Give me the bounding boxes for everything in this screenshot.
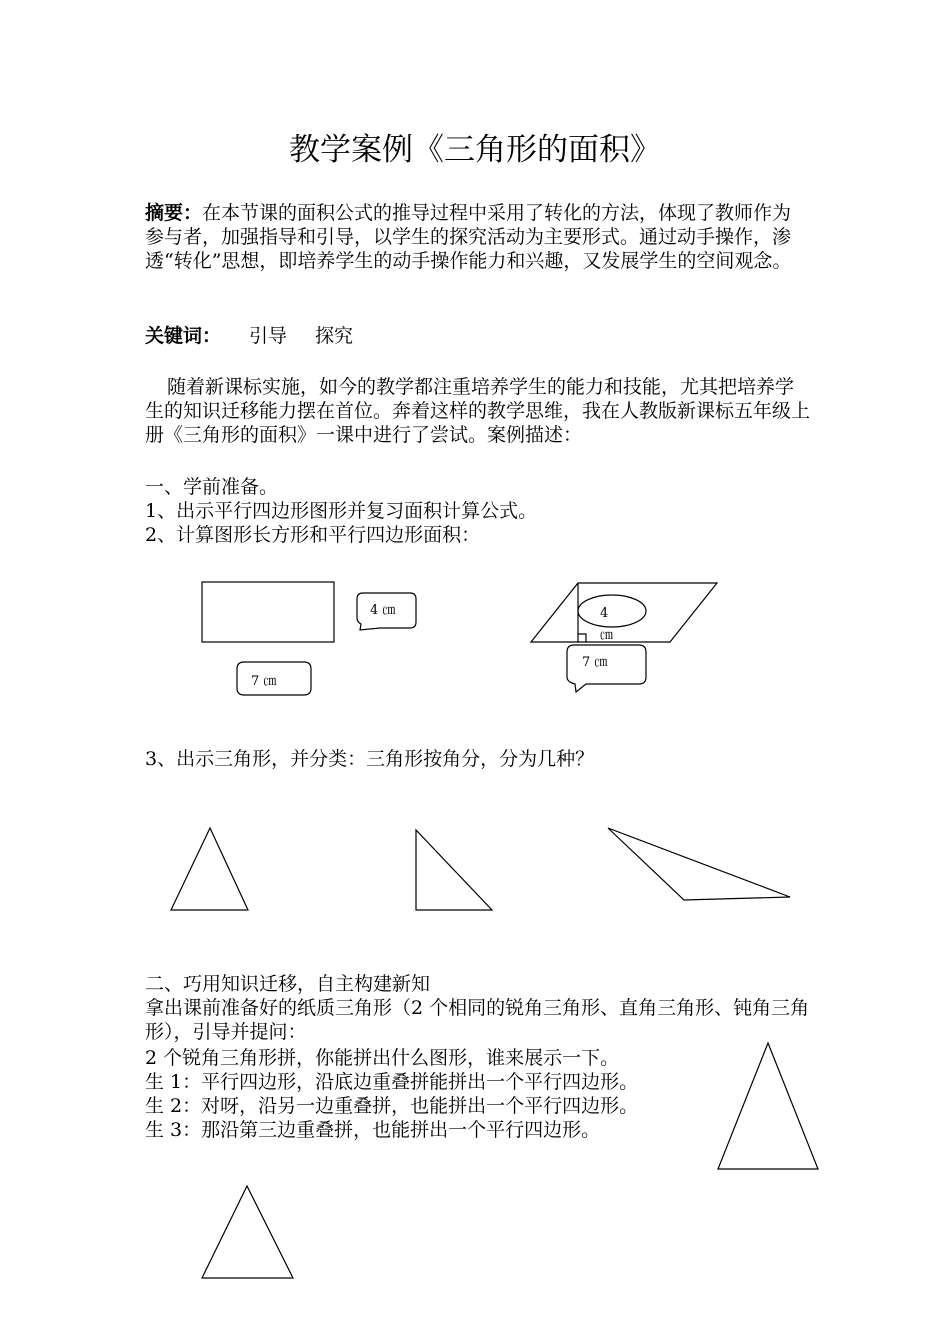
abstract-label: 摘要： <box>145 202 203 224</box>
rectangle-shape <box>202 582 334 642</box>
right-angle-mark <box>578 634 586 642</box>
right-triangle <box>416 830 492 910</box>
para-height-unit: ㎝ <box>600 628 614 643</box>
callout-para-base <box>567 645 646 692</box>
acute-triangle-large <box>718 1043 818 1169</box>
section1-heading: 一、学前准备。 <box>145 476 279 498</box>
intro-paragraph: 随着新课标实施，如今的教学都注重培养学生的能力和技能，尤其把培养学生的知识迁移能力摆在首位。奔着这样的教学思维，我在人教版新课标五年级上册《三角形的面积》一课中进行了尝试。案例描述： <box>145 376 811 446</box>
section2-text: 拿出课前准备好的纸质三角形（2 个相同的锐角三角形、直角三角形、钝角三角形），引导并提问： <box>145 997 810 1043</box>
acute-triangle <box>171 828 248 910</box>
para-height-number: 4 <box>600 606 609 621</box>
student-answer: 生 2：对呀，沿另一边重叠拼，也能拼出一个平行四边形。 <box>145 1095 639 1117</box>
rect-width-label: 7 ㎝ <box>251 674 277 689</box>
section1-item-2: 2、计算图形长方形和平行四边形面积： <box>145 524 481 546</box>
document-title: 教学案例《三角形的面积》 <box>289 132 661 168</box>
parallelogram-shape <box>531 583 717 642</box>
callout-para-height <box>578 595 646 643</box>
acute-triangle-small <box>202 1186 293 1278</box>
student-answer: 生 3：那沿第三边重叠拼，也能拼出一个平行四边形。 <box>145 1119 601 1141</box>
section2-heading: 二、巧用知识迁移，自主构建新知 <box>145 973 431 995</box>
para-base-label: 7 ㎝ <box>582 655 608 670</box>
rect-height-label: 4 ㎝ <box>370 603 396 618</box>
abstract-text: 在本节课的面积公式的推导过程中采用了转化的方法，体现了教师作为参与者，加强指导和引导，以学生的探究活动为主要形式。通过动手操作，渗透“转化”思想，即培养学生的动手操作能力和兴趣，又发展学生的空间观念。 <box>145 202 792 272</box>
obtuse-triangle <box>608 828 790 900</box>
section1-item-3: 3、出示三角形，并分类：三角形按角分，分为几种？ <box>145 748 595 770</box>
section2-question: 2 个锐角三角形拼，你能拼出什么图形，谁来展示一下。 <box>145 1047 620 1069</box>
keyword-item: 引导 <box>249 325 288 347</box>
callout-rect-height <box>357 593 416 630</box>
section1-item-1: 1、出示平行四边形图形并复习面积计算公式。 <box>145 500 538 522</box>
student-answer: 生 1：平行四边形，沿底边重叠拼能拼出一个平行四边形。 <box>145 1071 639 1093</box>
keywords-label: 关键词： <box>145 325 222 347</box>
callout-rect-width <box>237 662 311 695</box>
keyword-item: 探究 <box>315 325 354 347</box>
